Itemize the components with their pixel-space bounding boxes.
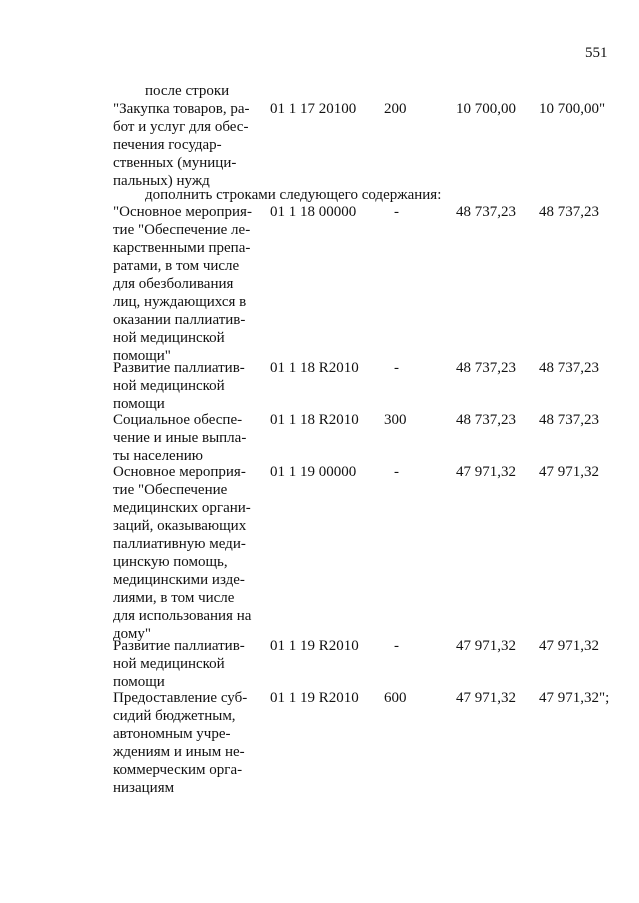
row-vr: - bbox=[394, 638, 399, 654]
insert-instruction: дополнить строками следующего содержания: bbox=[145, 187, 442, 203]
row-name: Предоставление суб- сидий бюджетным, автономным учре- ждениям и иным не- коммерческим орга- низациям bbox=[113, 690, 248, 796]
row-vr: 200 bbox=[384, 101, 407, 117]
row-sum-1: 47 971,32 bbox=[456, 690, 516, 706]
row-code: 01 1 18 00000 bbox=[270, 204, 357, 220]
row-name: Развитие паллиатив- ной медицинской помощи bbox=[113, 638, 245, 690]
row-sum-2: 48 737,23 bbox=[539, 204, 599, 220]
row-code: 01 1 18 R2010 bbox=[270, 412, 359, 428]
row-sum-2: 47 971,32 bbox=[539, 638, 599, 654]
row-sum-1: 48 737,23 bbox=[456, 412, 516, 428]
row-sum-2: 47 971,32 bbox=[539, 464, 599, 480]
row-vr: 300 bbox=[384, 412, 407, 428]
row-sum-1: 47 971,32 bbox=[456, 638, 516, 654]
row-code: 01 1 19 R2010 bbox=[270, 690, 359, 706]
row-sum-1: 48 737,23 bbox=[456, 360, 516, 376]
intro-line: после строки bbox=[145, 83, 230, 99]
row-code: 01 1 17 20100 bbox=[270, 101, 357, 117]
row-vr: 600 bbox=[384, 690, 407, 706]
row-sum-1: 10 700,00 bbox=[456, 101, 516, 117]
row-name: Развитие паллиатив- ной медицинской помощи bbox=[113, 360, 245, 412]
row-code: 01 1 19 R2010 bbox=[270, 638, 359, 654]
row-name: Социальное обеспе- чение и иные выпла- ты населению bbox=[113, 412, 247, 464]
row-vr: - bbox=[394, 464, 399, 480]
row-name: "Основное мероприя- тие "Обеспечение ле- карственными препа- ратами, в том числе для обезболивания лиц, нуждающихся в оказании паллиатив- ной медицинской помощи" bbox=[113, 204, 252, 364]
page-number: 551 bbox=[585, 45, 608, 61]
row-sum-1: 48 737,23 bbox=[456, 204, 516, 220]
row-sum-1: 47 971,32 bbox=[456, 464, 516, 480]
row-vr: - bbox=[394, 360, 399, 376]
row-sum-2: 48 737,23 bbox=[539, 360, 599, 376]
row-code: 01 1 19 00000 bbox=[270, 464, 357, 480]
row-sum-2: 47 971,32"; bbox=[539, 690, 610, 706]
row-name: Основное мероприя- тие "Обеспечение медицинских органи- заций, оказывающих паллиативную меди- цинскую помощь, медицинскими изде- лиями, в том числе для использования на дому" bbox=[113, 464, 252, 642]
row-sum-2: 10 700,00" bbox=[539, 101, 606, 117]
row-vr: - bbox=[394, 204, 399, 220]
row-sum-2: 48 737,23 bbox=[539, 412, 599, 428]
row-code: 01 1 18 R2010 bbox=[270, 360, 359, 376]
row-name: "Закупка товаров, ра- бот и услуг для обес- печения государ- ственных (муници- пальных) нужд bbox=[113, 101, 250, 189]
